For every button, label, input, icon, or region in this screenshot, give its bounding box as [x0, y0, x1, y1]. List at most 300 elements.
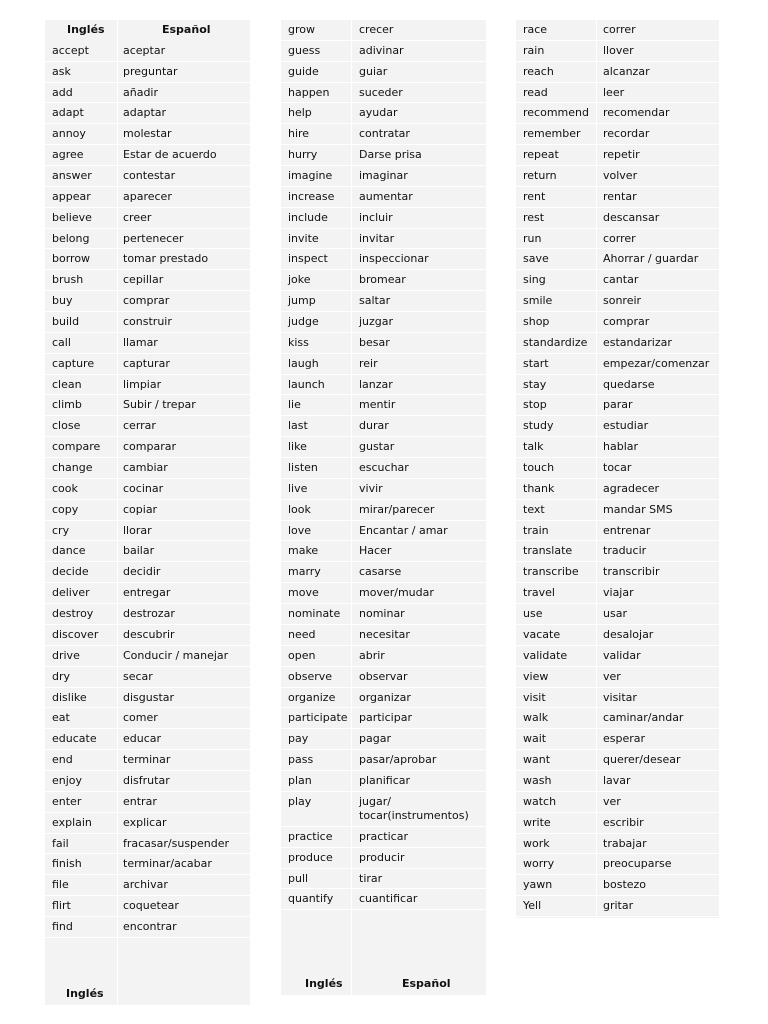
spanish-word: cocinar — [123, 481, 164, 495]
spanish-word: bailar — [123, 544, 155, 558]
vocab-row — [516, 646, 719, 667]
spanish-word: correr — [603, 23, 636, 36]
spanish-word: escribir — [603, 815, 644, 829]
english-word: educate — [52, 732, 97, 746]
english-word: use — [523, 607, 543, 621]
english-word: thank — [523, 481, 555, 495]
vocab-row — [45, 312, 250, 333]
spanish-word: cerrar — [123, 419, 156, 433]
english-word: text — [523, 502, 545, 516]
vocab-row — [516, 729, 719, 750]
spanish-word: participar — [359, 711, 412, 725]
spanish-word: Estar de acuerdo — [123, 148, 217, 162]
spanish-word: lanzar — [359, 377, 393, 391]
vocab-row — [45, 875, 250, 896]
english-word: dance — [52, 544, 86, 558]
english-word: drive — [52, 648, 80, 662]
vocab-row — [516, 41, 719, 62]
english-word: touch — [523, 461, 555, 475]
spanish-word: creer — [123, 210, 152, 224]
spanish-word: Subir / trepar — [123, 398, 196, 412]
english-word: race — [523, 23, 548, 36]
vocab-row — [516, 354, 719, 375]
english-word: kiss — [288, 335, 309, 349]
english-word: standardize — [523, 335, 588, 349]
vocab-row — [516, 500, 719, 521]
vocab-row — [281, 229, 486, 250]
english-word: yawn — [523, 878, 553, 892]
vocab-row — [516, 229, 719, 250]
english-word: destroy — [52, 607, 94, 621]
spanish-word: adivinar — [359, 43, 404, 57]
spanish-word: copiar — [123, 502, 158, 516]
vocab-row — [281, 667, 486, 688]
english-word: visit — [523, 690, 546, 704]
english-word: call — [52, 335, 71, 349]
spanish-word: quedarse — [603, 377, 655, 391]
vocab-row — [45, 124, 250, 145]
vocab-row — [281, 750, 486, 771]
english-word: save — [523, 252, 549, 266]
vocab-row — [45, 667, 250, 688]
vocab-list-3 — [516, 20, 719, 917]
vocab-row — [45, 834, 250, 855]
vocab-row — [516, 124, 719, 145]
vocab-row — [516, 62, 719, 83]
spanish-word: Encantar / amar — [359, 523, 448, 537]
english-word: file — [52, 878, 69, 892]
spanish-word: tomar prestado — [123, 252, 209, 266]
spanish-word: practicar — [359, 829, 408, 843]
vocab-row — [45, 771, 250, 792]
spanish-word: sonreir — [603, 294, 642, 308]
english-word: lie — [288, 398, 301, 412]
spanish-word: inspeccionar — [359, 252, 429, 266]
vocab-row — [516, 145, 719, 166]
vocab-row — [281, 375, 486, 396]
vocab-row — [516, 187, 719, 208]
vocab-row — [45, 708, 250, 729]
english-word: move — [288, 586, 319, 600]
spanish-word: necesitar — [359, 627, 410, 641]
vocab-row — [516, 604, 719, 625]
vocab-row — [281, 187, 486, 208]
spanish-word: comparar — [123, 440, 177, 454]
english-word: eat — [52, 711, 70, 725]
vocab-row — [281, 889, 486, 910]
english-word: grow — [288, 23, 315, 36]
spanish-word: correr — [603, 231, 636, 245]
vocab-row — [516, 83, 719, 104]
spanish-word: llamar — [123, 335, 158, 349]
header-row — [45, 20, 250, 41]
vocab-row — [281, 291, 486, 312]
vocab-row — [45, 896, 250, 917]
vocab-row — [281, 458, 486, 479]
english-word: smile — [523, 294, 553, 308]
vocab-row — [45, 458, 250, 479]
english-word: transcribe — [523, 565, 579, 579]
spanish-word: imaginar — [359, 169, 408, 183]
english-word: last — [288, 419, 308, 433]
english-word: start — [523, 356, 549, 370]
english-word: live — [288, 481, 308, 495]
vocab-column-3 — [516, 20, 719, 918]
vocab-row — [516, 688, 719, 709]
spanish-word: llorar — [123, 523, 152, 537]
english-word: flirt — [52, 899, 71, 913]
spanish-word: parar — [603, 398, 633, 412]
spanish-word: escuchar — [359, 461, 409, 475]
english-word: annoy — [52, 127, 86, 141]
vocab-row — [45, 41, 250, 62]
vocab-row — [516, 896, 719, 917]
vocab-row — [45, 83, 250, 104]
footer-english: Inglés — [305, 977, 343, 990]
english-word: ask — [52, 64, 71, 78]
spanish-word: construir — [123, 315, 172, 329]
english-word: stay — [523, 377, 547, 391]
spanish-word: encontrar — [123, 919, 177, 933]
vocab-row — [281, 688, 486, 709]
spanish-word: disgustar — [123, 690, 175, 704]
vocab-row — [281, 792, 486, 827]
vocab-row — [516, 625, 719, 646]
footer-spanish: Español — [402, 977, 451, 990]
english-word: write — [523, 815, 551, 829]
row-divider — [516, 916, 719, 917]
spanish-word: explicar — [123, 815, 167, 829]
vocab-list-2 — [281, 20, 486, 910]
spanish-word: capturar — [123, 356, 170, 370]
spanish-word: hablar — [603, 440, 639, 454]
english-word: jump — [288, 294, 316, 308]
spanish-word: llover — [603, 43, 634, 57]
spanish-word: reir — [359, 356, 378, 370]
vocab-row — [516, 395, 719, 416]
english-word: nominate — [288, 607, 341, 621]
spanish-word: cepillar — [123, 273, 164, 287]
vocab-row — [45, 145, 250, 166]
spanish-word: agradecer — [603, 481, 660, 495]
vocab-row — [281, 708, 486, 729]
spanish-word: cuantificar — [359, 892, 418, 906]
vocab-row — [516, 854, 719, 875]
vocab-row — [516, 667, 719, 688]
vocab-row — [281, 729, 486, 750]
spanish-word: terminar/acabar — [123, 857, 212, 871]
english-word: climb — [52, 398, 82, 412]
vocab-row — [281, 771, 486, 792]
spanish-word: crecer — [359, 23, 394, 36]
vocab-row — [516, 375, 719, 396]
vocab-row — [516, 562, 719, 583]
vocab-row — [281, 208, 486, 229]
english-word: reach — [523, 64, 554, 78]
vocab-row — [281, 848, 486, 869]
spanish-word: fracasar/suspender — [123, 836, 230, 850]
english-word: belong — [52, 231, 90, 245]
spanish-word: bostezo — [603, 878, 647, 892]
english-word: appear — [52, 189, 91, 203]
vocab-row — [516, 708, 719, 729]
spanish-word: disfrutar — [123, 773, 170, 787]
vocab-row — [516, 541, 719, 562]
english-word: answer — [52, 169, 92, 183]
english-word: repeat — [523, 148, 559, 162]
vocab-row — [516, 771, 719, 792]
english-word: deliver — [52, 586, 90, 600]
english-word: borrow — [52, 252, 91, 266]
english-word: talk — [523, 440, 544, 454]
vocab-column-1 — [45, 20, 250, 1005]
spanish-word: descansar — [603, 210, 660, 224]
vocab-row — [45, 792, 250, 813]
spanish-word: validar — [603, 648, 641, 662]
vocab-row — [45, 416, 250, 437]
spanish-word: contratar — [359, 127, 410, 141]
spanish-word: esperar — [603, 732, 646, 746]
vocab-row — [281, 41, 486, 62]
spanish-word: Hacer — [359, 544, 392, 558]
spanish-word: gritar — [603, 899, 634, 913]
english-word: vacate — [523, 627, 561, 641]
english-word: pass — [288, 753, 314, 767]
english-word: travel — [523, 586, 555, 600]
spanish-word: recordar — [603, 127, 650, 141]
vocab-row — [45, 500, 250, 521]
english-word: marry — [288, 565, 321, 579]
english-word: read — [523, 85, 548, 99]
spanish-word: organizar — [359, 690, 411, 704]
spanish-word: traducir — [603, 544, 647, 558]
english-word: judge — [288, 315, 319, 329]
vocab-row — [516, 103, 719, 124]
vocab-row — [516, 458, 719, 479]
spanish-word: leer — [603, 85, 625, 99]
english-word: change — [52, 461, 93, 475]
spanish-word: transcribir — [603, 565, 660, 579]
spanish-word: archivar — [123, 878, 168, 892]
english-word: rest — [523, 210, 545, 224]
english-word: wash — [523, 773, 552, 787]
spanish-word: comprar — [123, 294, 170, 308]
spanish-word: preguntar — [123, 64, 178, 78]
english-word: return — [523, 169, 557, 183]
english-word: clean — [52, 377, 82, 391]
spanish-word: durar — [359, 419, 389, 433]
vocab-row — [516, 291, 719, 312]
vocab-row — [45, 917, 250, 938]
vocab-row — [516, 875, 719, 896]
english-word: observe — [288, 669, 333, 683]
spanish-word: aumentar — [359, 189, 413, 203]
vocab-row — [45, 646, 250, 667]
english-word: open — [288, 648, 316, 662]
vocab-row — [281, 270, 486, 291]
spanish-word: recomendar — [603, 106, 670, 120]
english-word: shop — [523, 315, 550, 329]
spanish-word: saltar — [359, 294, 391, 308]
spanish-word: cantar — [603, 273, 639, 287]
english-word: quantify — [288, 892, 334, 906]
spanish-word: producir — [359, 850, 405, 864]
english-word: find — [52, 919, 73, 933]
english-word: compare — [52, 440, 101, 454]
english-word: walk — [523, 711, 549, 725]
english-word: capture — [52, 356, 95, 370]
vocab-row — [516, 333, 719, 354]
english-word: add — [52, 85, 73, 99]
english-word: participate — [288, 711, 348, 725]
row-divider — [45, 937, 250, 938]
english-word: plan — [288, 773, 312, 787]
row-divider — [281, 909, 486, 910]
vocab-column-2 — [281, 20, 486, 995]
vocab-row — [45, 854, 250, 875]
vocab-row — [516, 479, 719, 500]
spanish-word: nominar — [359, 607, 405, 621]
vocab-row — [45, 479, 250, 500]
english-word: accept — [52, 43, 89, 57]
vocab-row — [516, 416, 719, 437]
vocab-row — [281, 83, 486, 104]
spanish-word: molestar — [123, 127, 172, 141]
spanish-word: besar — [359, 335, 390, 349]
english-word: happen — [288, 85, 330, 99]
spanish-word: volver — [603, 169, 638, 183]
vocab-list-1 — [45, 20, 250, 938]
vocab-row — [45, 604, 250, 625]
english-word: include — [288, 210, 328, 224]
vocab-row — [45, 521, 250, 542]
vocab-row — [45, 729, 250, 750]
vocab-row — [281, 124, 486, 145]
spanish-word: usar — [603, 607, 627, 621]
vocab-row — [281, 500, 486, 521]
english-word: need — [288, 627, 316, 641]
spanish-word: añadir — [123, 85, 159, 99]
spanish-word: Darse prisa — [359, 148, 422, 162]
vocab-row — [516, 249, 719, 270]
english-word: fail — [52, 836, 69, 850]
english-word: increase — [288, 189, 335, 203]
spanish-word: secar — [123, 669, 153, 683]
english-word: brush — [52, 273, 84, 287]
spanish-word: alcanzar — [603, 64, 650, 78]
spanish-word: coquetear — [123, 899, 179, 913]
vocab-row — [281, 145, 486, 166]
spanish-word: lavar — [603, 773, 631, 787]
vocab-row — [45, 333, 250, 354]
spanish-word: jugar/ tocar(instrumentos) — [359, 794, 469, 822]
spanish-word: descubrir — [123, 627, 175, 641]
english-word: hire — [288, 127, 310, 141]
vocab-row — [516, 312, 719, 333]
spanish-word: repetir — [603, 148, 640, 162]
spanish-word: incluir — [359, 210, 393, 224]
spanish-word: ver — [603, 669, 621, 683]
spanish-word: planificar — [359, 773, 411, 787]
vocab-row — [516, 750, 719, 771]
english-word: practice — [288, 829, 333, 843]
vocab-row — [45, 249, 250, 270]
english-word: look — [288, 502, 311, 516]
english-word: guess — [288, 43, 321, 57]
vocab-row — [281, 437, 486, 458]
vocab-row — [281, 562, 486, 583]
english-word: dislike — [52, 690, 87, 704]
vocab-row — [45, 166, 250, 187]
english-word: worry — [523, 857, 555, 871]
vocab-row — [281, 333, 486, 354]
spanish-word: trabajar — [603, 836, 647, 850]
vocab-row — [45, 813, 250, 834]
vocab-row — [516, 166, 719, 187]
spanish-word: Ahorrar / guardar — [603, 252, 699, 266]
vocab-row — [281, 521, 486, 542]
english-word: imagine — [288, 169, 333, 183]
spanish-word: gustar — [359, 440, 395, 454]
english-word: sing — [523, 273, 546, 287]
english-word: agree — [52, 148, 84, 162]
vocab-row — [281, 166, 486, 187]
english-word: want — [523, 753, 551, 767]
vocab-row — [281, 62, 486, 83]
english-word: cry — [52, 523, 70, 537]
vocab-row — [281, 20, 486, 41]
vocab-row — [45, 583, 250, 604]
spanish-word: mover/mudar — [359, 586, 434, 600]
spanish-word: suceder — [359, 85, 403, 99]
spanish-word: mandar SMS — [603, 502, 673, 516]
vocab-row — [516, 208, 719, 229]
english-word: enter — [52, 794, 82, 808]
spanish-word: ayudar — [359, 106, 398, 120]
english-word: enjoy — [52, 773, 83, 787]
english-word: work — [523, 836, 550, 850]
vocab-row — [45, 562, 250, 583]
english-word: adapt — [52, 106, 84, 120]
english-word: guide — [288, 64, 319, 78]
english-word: Yell — [523, 899, 542, 913]
spanish-word: Conducir / manejar — [123, 648, 229, 662]
vocab-row — [281, 869, 486, 890]
spanish-word: viajar — [603, 586, 634, 600]
vocab-row — [516, 813, 719, 834]
vocab-row — [281, 103, 486, 124]
vocab-row — [45, 395, 250, 416]
spanish-word: preocuparse — [603, 857, 672, 871]
spanish-word: vivir — [359, 481, 383, 495]
vocab-row — [45, 270, 250, 291]
english-word: build — [52, 315, 80, 329]
english-word: rain — [523, 43, 545, 57]
vocab-row — [281, 479, 486, 500]
vocab-row — [45, 103, 250, 124]
vocab-row — [45, 688, 250, 709]
english-word: validate — [523, 648, 568, 662]
spanish-word: mentir — [359, 398, 396, 412]
spanish-word: contestar — [123, 169, 176, 183]
footer-english: Inglés — [66, 987, 104, 1000]
english-word: produce — [288, 850, 333, 864]
vocab-row — [281, 625, 486, 646]
vocab-row — [281, 312, 486, 333]
vocab-row — [281, 827, 486, 848]
spanish-word: estandarizar — [603, 335, 672, 349]
english-word: view — [523, 669, 549, 683]
